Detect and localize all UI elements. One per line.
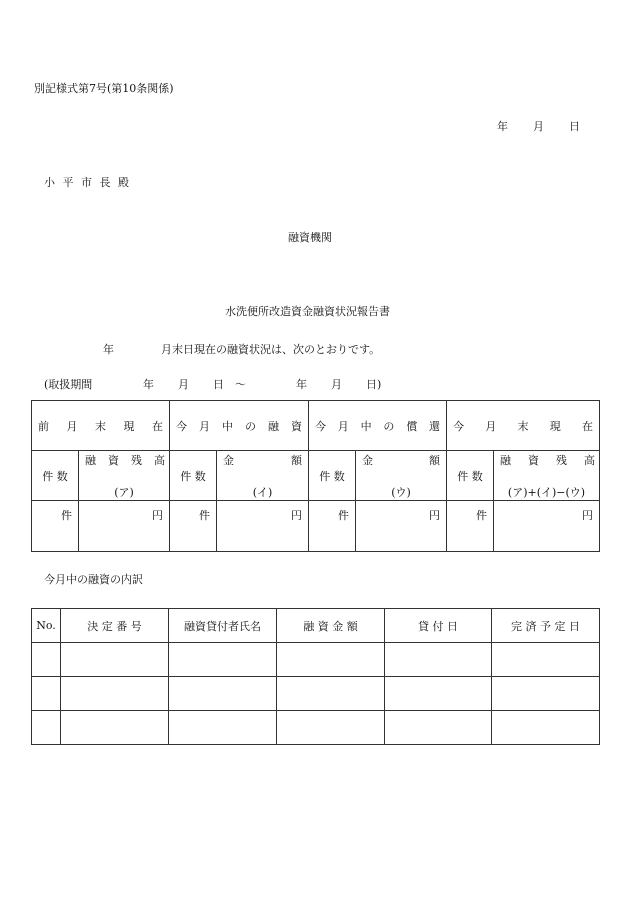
period-tilde: 〜 (235, 378, 246, 391)
header-char: 月 (337, 419, 349, 433)
header-char: 現 (549, 419, 561, 433)
formula-label: (ア)+(イ)−(ウ) (507, 485, 586, 499)
label-char: 融 (85, 453, 96, 467)
count-value-repay[interactable]: 件 (309, 501, 356, 552)
cell-loan-amount[interactable] (277, 711, 385, 745)
period-year-2: 年 (296, 378, 307, 391)
amount-label-repay (356, 451, 447, 501)
breakdown-table (31, 608, 600, 745)
cell-loan-date[interactable] (385, 677, 492, 711)
col-loan-date: 貸 付 日 (385, 609, 492, 643)
period-year-1: 年 (143, 378, 154, 391)
label-char: 額 (429, 453, 440, 467)
header-char: 還 (428, 419, 440, 433)
intro-rest: 月末日現在の融資状況は、次のとおりです。 (161, 343, 381, 356)
cell-decision-number[interactable] (61, 643, 169, 677)
header-char: の (245, 419, 256, 433)
cell-decision-number[interactable] (61, 711, 169, 745)
period-day-2: 日) (366, 378, 382, 391)
header-month-repayments (309, 401, 447, 451)
col-repayment-date: 完 済 予 定 日 (492, 609, 600, 643)
cell-decision-number[interactable] (61, 677, 169, 711)
period-day-1: 日 (213, 378, 224, 391)
header-char: 中 (360, 419, 372, 433)
col-loan-amount: 融 資 金 額 (277, 609, 385, 643)
period-label: (取扱期間 (44, 378, 93, 391)
table-row (32, 643, 600, 677)
cell-borrower-name[interactable] (169, 711, 277, 745)
cell-no[interactable] (32, 677, 61, 711)
cell-no[interactable] (32, 643, 61, 677)
label-char: 金 (223, 453, 234, 467)
date-day: 日 (569, 120, 580, 133)
balance-label-end (494, 451, 600, 501)
cell-borrower-name[interactable] (169, 677, 277, 711)
status-table (31, 400, 600, 552)
col-borrower-name: 融資貸付者氏名 (169, 609, 277, 643)
cell-no[interactable] (32, 711, 61, 745)
label-char: 残 (131, 453, 142, 467)
header-char: 今 (176, 419, 187, 433)
date-year: 年 (497, 120, 508, 133)
header-char: 前 (38, 419, 49, 433)
count-label-prev: 件 数 (32, 451, 79, 501)
header-char: 末 (517, 419, 529, 433)
label-char: 資 (108, 453, 119, 467)
count-value-loans[interactable]: 件 (170, 501, 217, 552)
header-char: 中 (222, 419, 233, 433)
col-no: No. (32, 609, 61, 643)
breakdown-label: 今月中の融資の内訳 (44, 573, 143, 586)
table-row (32, 677, 600, 711)
date-month: 月 (533, 120, 544, 133)
cell-loan-date[interactable] (385, 711, 492, 745)
status-header-row (32, 401, 600, 451)
table-row (32, 711, 600, 745)
header-prev-month-end (32, 401, 170, 451)
breakdown-header-row (32, 609, 600, 643)
cell-repayment-date[interactable] (492, 711, 600, 745)
count-value-prev[interactable]: 件 (32, 501, 79, 552)
header-char: 月 (66, 419, 78, 433)
intro-year: 年 (103, 343, 114, 356)
header-char: 末 (95, 419, 106, 433)
cell-loan-amount[interactable] (277, 677, 385, 711)
status-subheader-row (32, 451, 600, 501)
addressee: 小 平 市 長 殿 (44, 176, 131, 189)
balance-value-end[interactable]: 円 (494, 501, 600, 552)
cell-borrower-name[interactable] (169, 643, 277, 677)
label-char: 残 (556, 453, 567, 467)
header-char: 在 (582, 419, 593, 433)
label-char: 高 (154, 453, 165, 467)
cell-repayment-date[interactable] (492, 677, 600, 711)
count-label-loans: 件 数 (170, 451, 217, 501)
cell-loan-date[interactable] (385, 643, 492, 677)
header-month-end (447, 401, 600, 451)
header-char: の (383, 419, 395, 433)
header-char: 月 (199, 419, 210, 433)
mark-i: (イ) (252, 485, 273, 499)
header-char: 今 (315, 419, 326, 433)
col-decision-number: 決 定 番 号 (61, 609, 169, 643)
balance-value-prev[interactable]: 円 (79, 501, 170, 552)
amount-value-loans[interactable]: 円 (217, 501, 309, 552)
institution: 融資機関 (288, 231, 332, 244)
label-char: 金 (362, 453, 373, 467)
header-char: 月 (485, 419, 497, 433)
status-value-row (32, 501, 600, 552)
header-char: 今 (453, 419, 464, 433)
mark-a: (ア) (114, 485, 134, 499)
count-label-end: 件 数 (447, 451, 494, 501)
mark-u: (ウ) (391, 485, 411, 499)
balance-label-prev (79, 451, 170, 501)
label-char: 資 (528, 453, 539, 467)
header-char: 現 (123, 419, 135, 433)
form-number: 別記様式第7号(第10条関係) (34, 82, 174, 95)
count-value-end[interactable]: 件 (447, 501, 494, 552)
cell-loan-amount[interactable] (277, 643, 385, 677)
period-month-2: 月 (331, 378, 342, 391)
label-char: 高 (584, 453, 595, 467)
label-char: 額 (291, 453, 302, 467)
cell-repayment-date[interactable] (492, 643, 600, 677)
header-char: 融 (268, 419, 279, 433)
amount-label-loans (217, 451, 309, 501)
count-label-repay: 件 数 (309, 451, 356, 501)
header-month-loans (170, 401, 309, 451)
label-char: 融 (500, 453, 511, 467)
header-char: 在 (152, 419, 163, 433)
period-month-1: 月 (178, 378, 189, 391)
amount-value-repay[interactable]: 円 (356, 501, 447, 552)
header-char: 償 (406, 419, 418, 433)
header-char: 資 (291, 419, 302, 433)
document-title: 水洗便所改造資金融資状況報告書 (225, 305, 390, 318)
